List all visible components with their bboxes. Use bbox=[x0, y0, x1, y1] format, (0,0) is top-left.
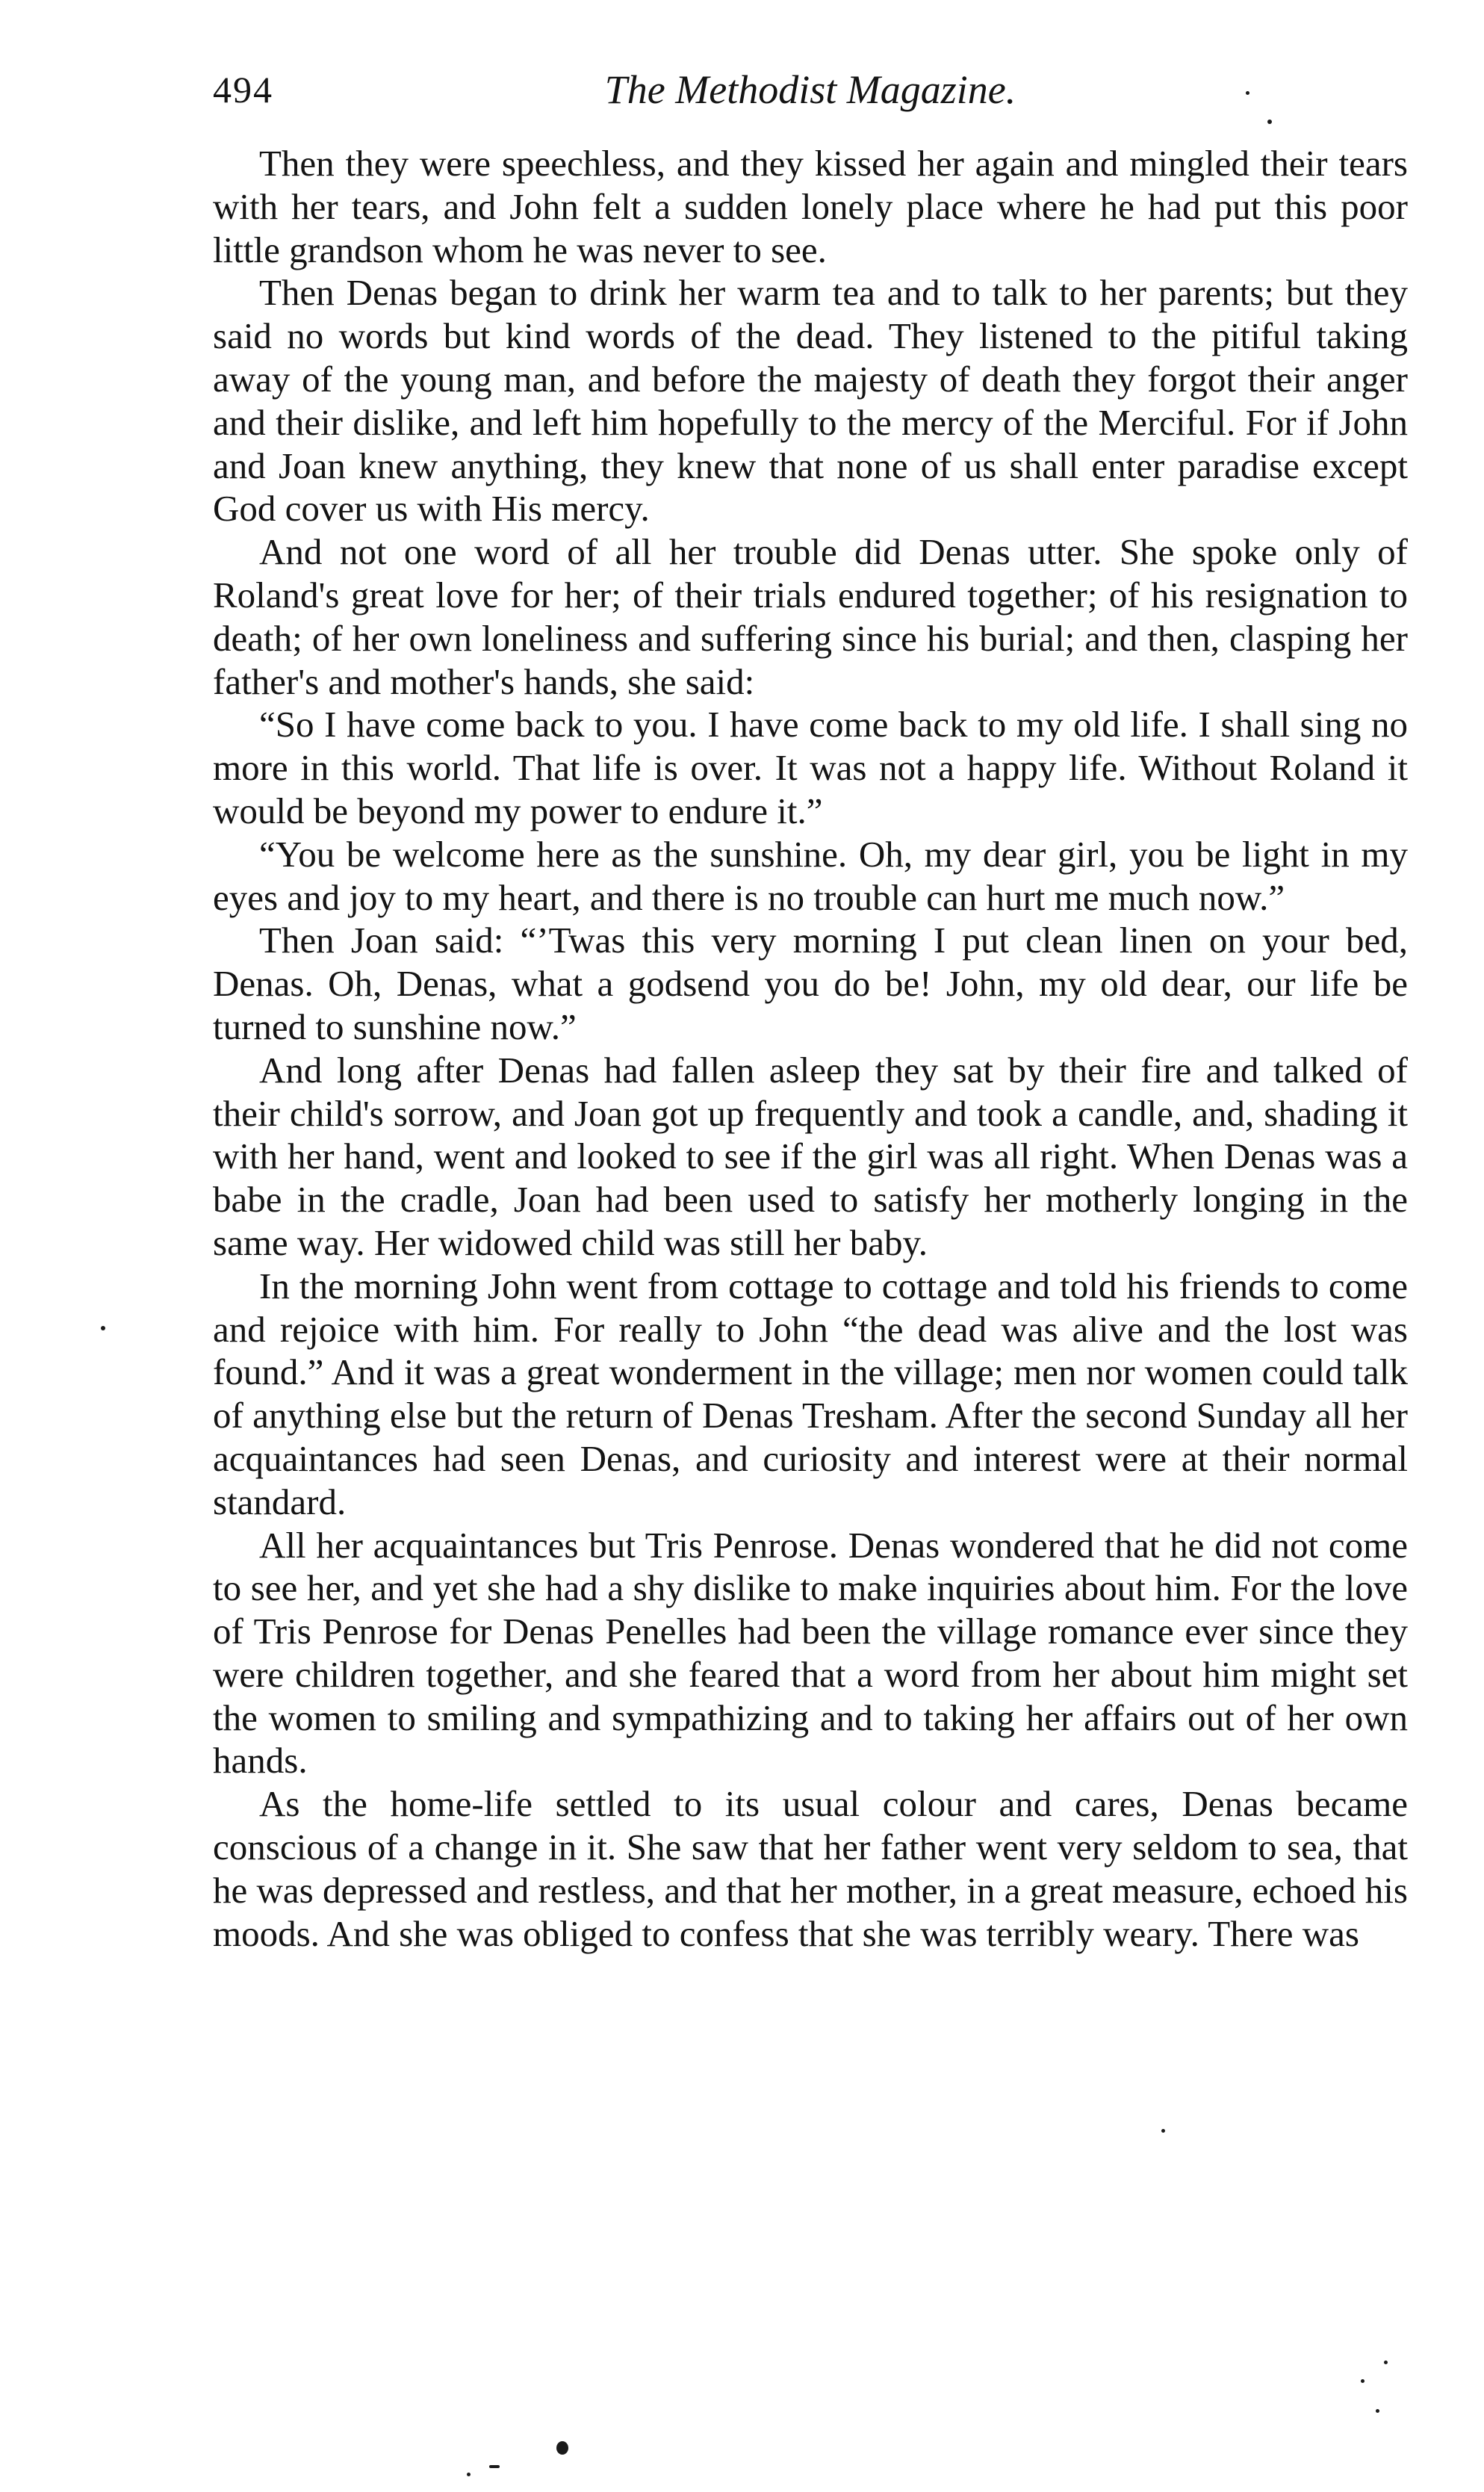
scan-speck bbox=[1361, 2379, 1365, 2383]
running-head bbox=[213, 60, 1408, 120]
scan-speck bbox=[489, 2465, 500, 2468]
paragraph-5: “You be welcome here as the sunshine. Oh, my dear girl, you be light in my eyes and joy to my heart, and there is no trouble can hurt me much now.” bbox=[213, 833, 1408, 918]
scan-speck bbox=[556, 2441, 568, 2455]
paragraph-9: All her acquaintances but Tris Penrose. Denas wondered that he did not come to see her, and yet she had a shy dislike to make inquiries about him. For the love of Tris Penrose for Denas Penelles had been the village romance ever since they were children together, and she feared that a word from her about him might set the women to smiling and sympathizing and to taking her affairs out of her own hands. bbox=[213, 1524, 1408, 1782]
paragraph-3: And not one word of all her trouble did Denas utter. She spoke only of Roland's great love for her; of their trials endured together; of his resignation to death; of her own loneliness and suffering since his burial; and then, clasping her father's and mother's hands, she said: bbox=[213, 531, 1408, 702]
scan-speck bbox=[1376, 2409, 1379, 2413]
scan-speck bbox=[1267, 120, 1272, 124]
paragraph-1: Then they were speechless, and they kissed her again and mingled their tears with her tears, and John felt a sudden lonely place where he had put this poor little grandson whom he was never to see. bbox=[213, 143, 1408, 270]
paragraph-2: Then Denas began to drink her warm tea and to talk to her parents; but they said no words but kind words of the dead. They listened to the pitiful taking away of the young man, and before the majesty of death they forgot their anger and their dislike, and left him hopefully to the mercy of the Merciful. For if John and Joan knew anything, they knew that none of us shall enter paradise except God cover us with His mercy. bbox=[213, 272, 1408, 530]
paragraph-7: And long after Denas had fallen asleep they sat by their fire and talked of their child's sorrow, and Joan got up frequently and took a candle, and, shading it with her hand, went and looked to see if the girl was all right. When Denas was a babe in the cradle, Joan had been used to satisfy her motherly longing in the same way. Her widowed child was still her baby. bbox=[213, 1049, 1408, 1263]
scan-speck bbox=[467, 2473, 471, 2476]
body-text bbox=[213, 142, 1408, 1955]
paragraph-8: In the morning John went from cottage to cottage and told his friends to come and rejoice with him. For really to John “the dead was alive and the lost was found.” And it was a great wonderment in the village; men nor women could talk of anything else but the return of Denas Tresham. After the second Sunday all her acquaintances had seen Denas, and curiosity and interest were at their normal standard. bbox=[213, 1265, 1408, 1522]
page-number: 494 bbox=[213, 69, 273, 111]
scan-speck bbox=[1161, 2129, 1165, 2133]
scan-speck bbox=[101, 1326, 105, 1330]
paragraph-4: “So I have come back to you. I have come back to my old life. I shall sing no more in this world. That life is over. It was not a happy life. Without Roland it would be beyond my power to endure it.” bbox=[213, 704, 1408, 831]
paragraph-6: Then Joan said: “’Twas this very morning I put clean linen on your bed, Denas. Oh, Denas, what a godsend you do be! John, my old dear, our life be turned to sunshine now.” bbox=[213, 920, 1408, 1047]
paragraph-10: As the home-life settled to its usual colour and cares, Denas became conscious of a change in it. She saw that her father went very seldom to sea, that he was depressed and restless, and that her mother, in a great measure, echoed his moods. And she was obliged to confess that she was terribly weary. There was bbox=[213, 1783, 1408, 1954]
journal-title: The Methodist Magazine. bbox=[604, 67, 1016, 112]
scan-speck bbox=[1246, 91, 1249, 95]
scan-speck bbox=[1384, 2361, 1388, 2364]
